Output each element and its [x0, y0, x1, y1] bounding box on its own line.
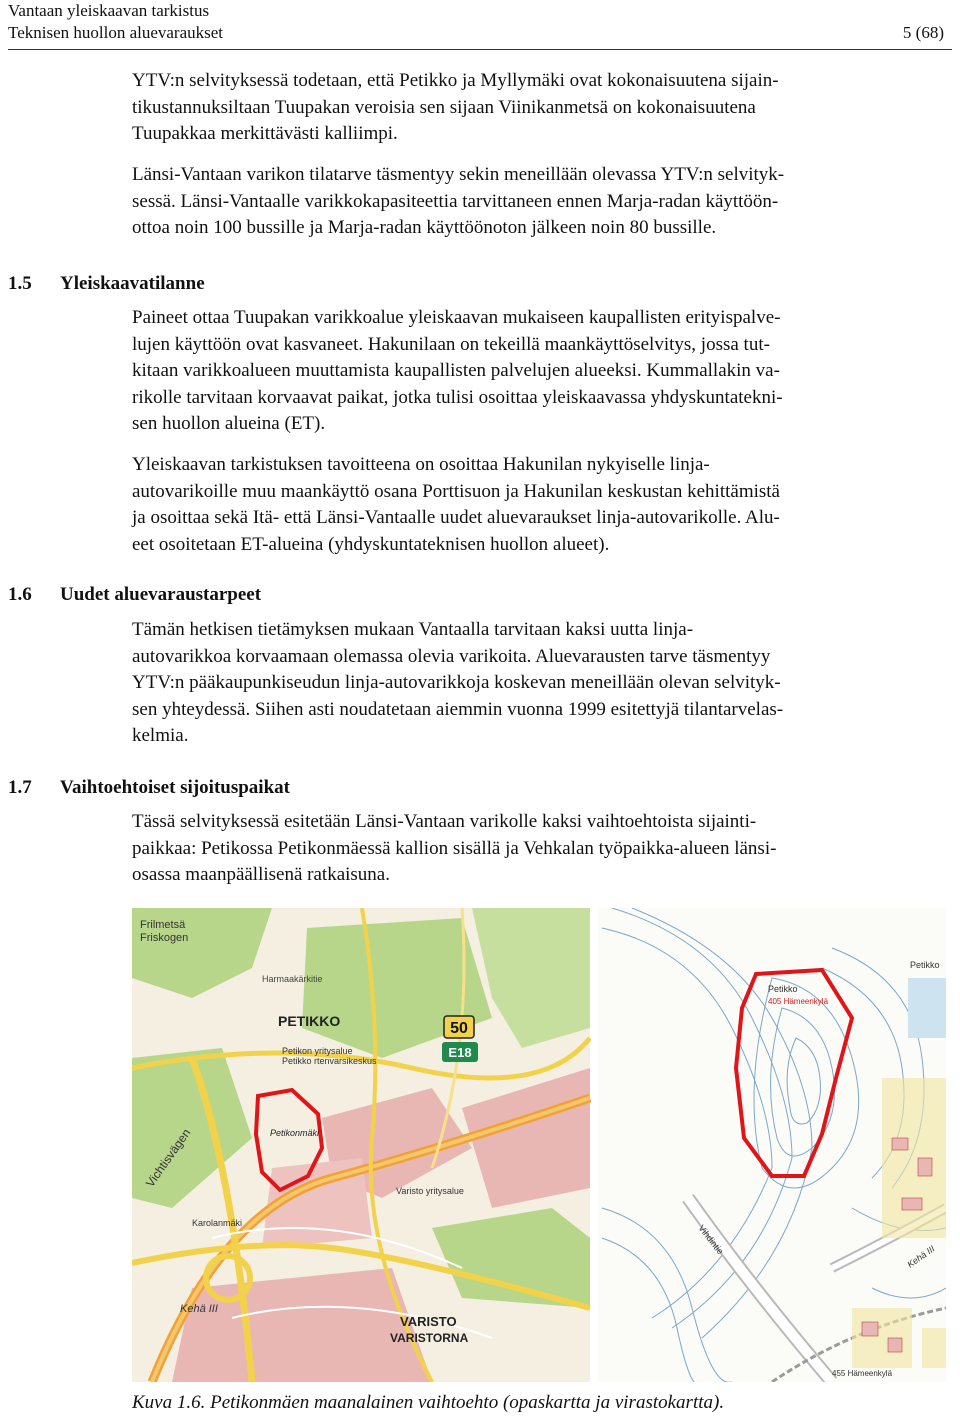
plot — [882, 1078, 946, 1238]
text-line: Paineet ottaa Tuupakan varikkoalue yleiskaavan mukaiseen kaupallisten erityispalve- — [132, 307, 781, 328]
road-label: Vichtisvägen — [142, 1126, 194, 1190]
road-label: Vihdintie — [696, 1223, 726, 1257]
paragraph-3 — [132, 305, 947, 438]
pond — [908, 978, 946, 1038]
text-line: autovarikoille muu maankäyttö osana Porttisuon ja Hakunilan keskustan kehittämistä — [132, 480, 780, 502]
text-line: YTV:n selvityksessä todetaan, että Petikko ja Myllymäki ovat kokonaisuutena sijain- — [132, 70, 779, 91]
section-heading-1-5 — [8, 272, 205, 296]
area-label: Varisto yritysalue — [396, 1186, 464, 1196]
page-number: 5 (68) — [902, 23, 944, 42]
road-number-50: 50 — [450, 1020, 468, 1037]
place-label: Petikko — [910, 960, 940, 970]
section-title: Vaihtoehtoiset sijoituspaikat — [60, 777, 290, 798]
text-line: sen huollon alueina (ET). — [132, 413, 326, 435]
section-title: Yleiskaavatilanne — [60, 273, 205, 294]
contour-map — [598, 908, 946, 1382]
text-line: tikustannuksiltaan Tuupakan veroisia sen sijaan Viinikanmetsä on kokonaisuutena — [132, 96, 756, 118]
text-line: Tämän hetkisen tietämyksen mukaan Vantaalla tarvitaan kaksi uutta linja- — [132, 619, 694, 640]
plot — [922, 1328, 946, 1368]
text-line: autovarikkoa korvaamaan olemassa olevia varikoita. Aluevarausten tarve täsmentyy — [132, 645, 771, 667]
text-line: YTV:n pääkaupunkiseudun linja-autovarikkoja koskevan meneillään olevan selvityk- — [132, 672, 781, 694]
map-figure — [132, 908, 946, 1382]
text-line: kelmia. — [132, 725, 189, 747]
figure-caption: Kuva 1.6. Petikonmäen maanalainen vaihtoehto (opaskartta ja virastokartta). — [132, 1392, 725, 1413]
text-line: lujen käyttöön ovat kasvaneet. Hakunilaan on tekeillä maankäyttöselvitys, jossa tut- — [132, 333, 770, 355]
text-line: osassa maanpäällisenä ratkaisuna. — [132, 864, 390, 886]
section-heading-1-7 — [8, 776, 290, 800]
text-line: eet osoitetaan ET-alueina (yhdyskuntateknisen huollon alueet). — [132, 533, 610, 555]
paragraph-2 — [132, 162, 947, 242]
area-label: Petikon yritysalue — [282, 1046, 353, 1056]
paragraph-6 — [132, 809, 947, 889]
paragraph-1 — [132, 68, 947, 148]
section-heading-1-6 — [8, 583, 261, 607]
section-number: 1.6 — [8, 584, 32, 605]
section-title: Uudet aluevaraustarpeet — [60, 584, 262, 605]
section-number: 1.7 — [8, 777, 32, 798]
building — [902, 1198, 922, 1210]
place-label: Friskogen — [140, 932, 189, 944]
place-label: Karolanmäki — [192, 1218, 243, 1228]
road-label: Kehä III — [905, 1243, 937, 1270]
paragraph-4 — [132, 452, 947, 558]
street-label: Harmaakärkitie — [262, 974, 323, 984]
text-line: Tuupakkaa merkittävästi kalliimpi. — [132, 123, 398, 145]
map-figure-svg — [132, 908, 946, 1382]
section-number: 1.5 — [8, 273, 32, 294]
building — [862, 1322, 878, 1336]
text-line: ottoa noin 100 bussille ja Marja-radan käyttöönoton jälkeen noin 80 bussille. — [132, 217, 717, 239]
paragraph-5 — [132, 617, 947, 750]
e18-label: E18 — [448, 1045, 472, 1060]
text-line: Tässä selvityksessä esitetään Länsi-Vantaan varikolle kaksi vaihtoehtoista sijainti- — [132, 811, 757, 832]
district-label: VARISTORNA — [390, 1331, 469, 1345]
building — [888, 1338, 902, 1352]
text-line: paikkaa: Petikossa Petikonmäessä kallion sisällä ja Vehkalan työpaikka-alueen länsi- — [132, 837, 777, 859]
text-line: Länsi-Vantaan varikon tilatarve täsmentyy sekin meneillään olevassa YTV:n selvityk- — [132, 164, 785, 185]
page-header — [8, 0, 952, 44]
elevation-label: 455 Hämeenkylä — [832, 1369, 893, 1378]
text-line: ja osoittaa sekä Itä- että Länsi-Vantaalle uudet aluevaraukset linja-autovarikolle. Alu- — [132, 507, 780, 529]
text-line: Yleiskaavan tarkistuksen tavoitteena on osoittaa Hakunilan nykyiselle linja- — [132, 454, 710, 475]
guide-map — [132, 908, 590, 1382]
district-label: PETIKKO — [278, 1013, 341, 1029]
elevation-label: 405 Hämeenkylä — [768, 997, 829, 1006]
plot — [852, 1308, 912, 1368]
place-label: Petikonmäki — [270, 1128, 320, 1138]
section-title: Teknisen huollon aluevaraukset — [8, 23, 224, 42]
place-label: Petikko — [768, 984, 798, 994]
text-line: rikolle tarvitaan korvaavat paikat, jotka tulisi osoittaa yleiskaavassa yhdyskuntatekni- — [132, 386, 783, 408]
text-line: kitaan varikkoalueen muuttamista kaupallisten palvelujen alueeksi. Kummallakin va- — [132, 360, 780, 382]
area-label: Petikko rtenvarsikeskus — [282, 1056, 377, 1066]
road-label: Kehä III — [180, 1303, 218, 1315]
header-rule — [8, 49, 952, 50]
district-label: VARISTO — [400, 1314, 457, 1329]
document-title: Vantaan yleiskaavan tarkistus — [8, 1, 210, 20]
building — [892, 1138, 908, 1150]
text-line: sen yhteydessä. Siihen asti noudatetaan aiemmin vuonna 1999 esitettyjä tilantarvelas- — [132, 698, 784, 720]
text-line: sessä. Länsi-Vantaalle varikkokapasiteettia tarvittaneen ennen Marja-radan käyttöön- — [132, 190, 779, 212]
building — [918, 1158, 932, 1176]
place-label: Frilmetsä — [140, 919, 186, 931]
